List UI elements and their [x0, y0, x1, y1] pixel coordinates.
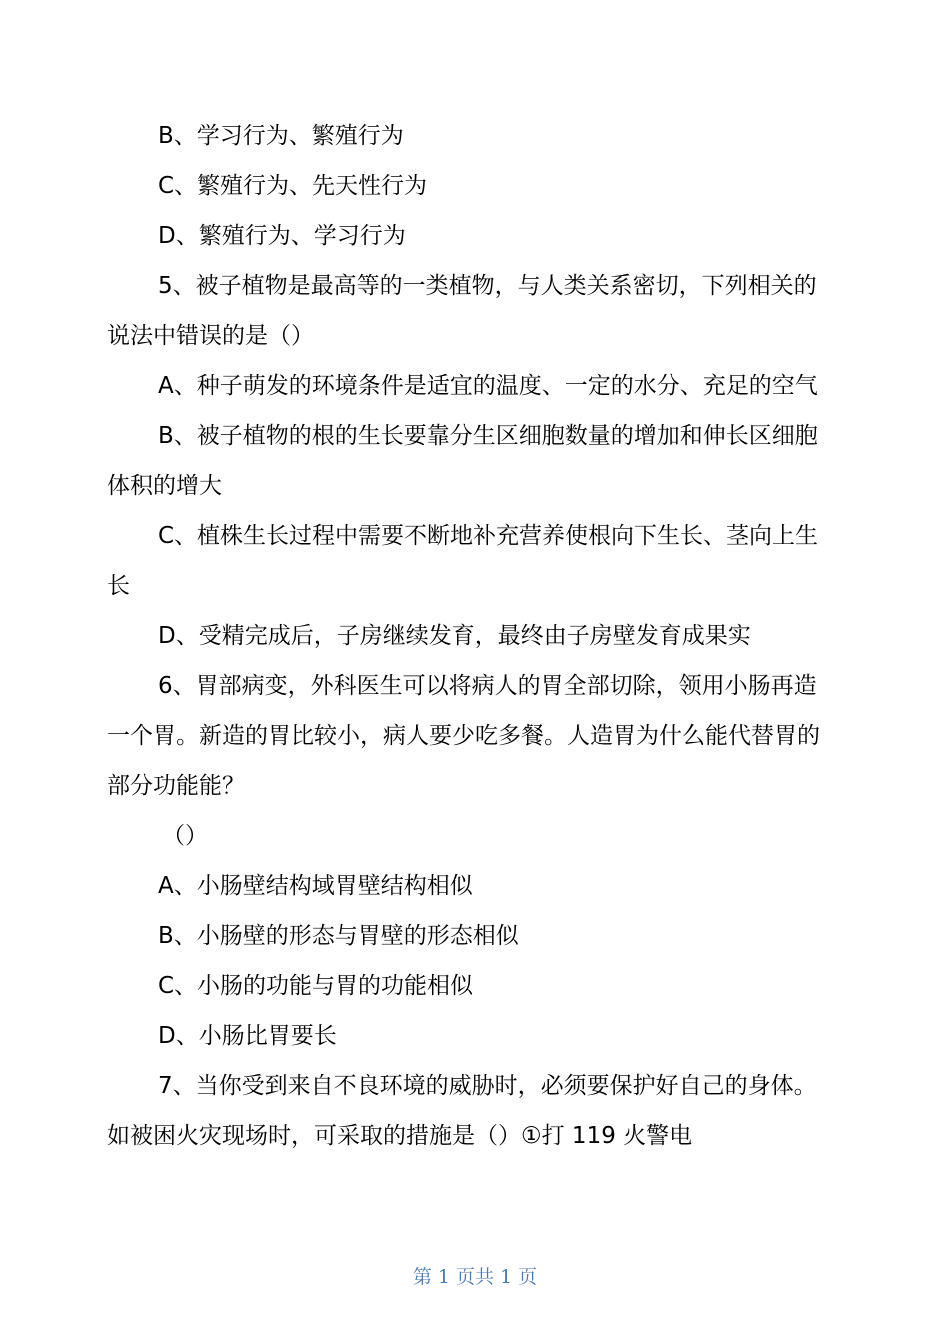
q5-option-b: B、被子植物的根的生长要靠分生区细胞数量的增加和伸长区细胞体积的增大 [107, 423, 818, 499]
page-footer [0, 1262, 950, 1289]
q6-blank: （） [162, 823, 208, 849]
q4-option-d: D、繁殖行为、学习行为 [158, 223, 406, 249]
q7-stem: 7、当你受到来自不良环境的威胁时，必须要保护好自己的身体。如被困火灾现场时，可采取的措施是（）①打 119 火警电 [107, 1073, 817, 1149]
q6-option-a: A、小肠壁结构域胃壁结构相似 [158, 873, 473, 899]
q6-option-d: D、小肠比胃要长 [158, 1023, 337, 1049]
q6-stem: 6、胃部病变，外科医生可以将病人的胃全部切除，领用小肠再造一个胃。新造的胃比较小，病人要少吃多餐。人造胃为什么能代替胃的部分功能能？ [107, 673, 820, 799]
q6-option-c: C、小肠的功能与胃的功能相似 [158, 973, 474, 999]
q4-option-b: B、学习行为、繁殖行为 [158, 123, 404, 149]
q5-option-d: D、受精完成后，子房继续发育，最终由子房壁发育成果实 [158, 623, 751, 649]
q5-stem: 5、被子植物是最高等的一类植物，与人类关系密切，下列相关的说法中错误的是（） [107, 273, 817, 349]
q6-option-b: B、小肠壁的形态与胃壁的形态相似 [158, 923, 519, 949]
page-number-label: 第 1 页共 1 页 [412, 1266, 538, 1288]
document-body [107, 111, 832, 1161]
q5-option-c: C、植株生长过程中需要不断地补充营养使根向下生长、茎向上生长 [107, 523, 819, 599]
q4-option-c: C、繁殖行为、先天性行为 [158, 173, 428, 199]
q5-option-a: A、种子萌发的环境条件是适宜的温度、一定的水分、充足的空气 [158, 373, 818, 399]
